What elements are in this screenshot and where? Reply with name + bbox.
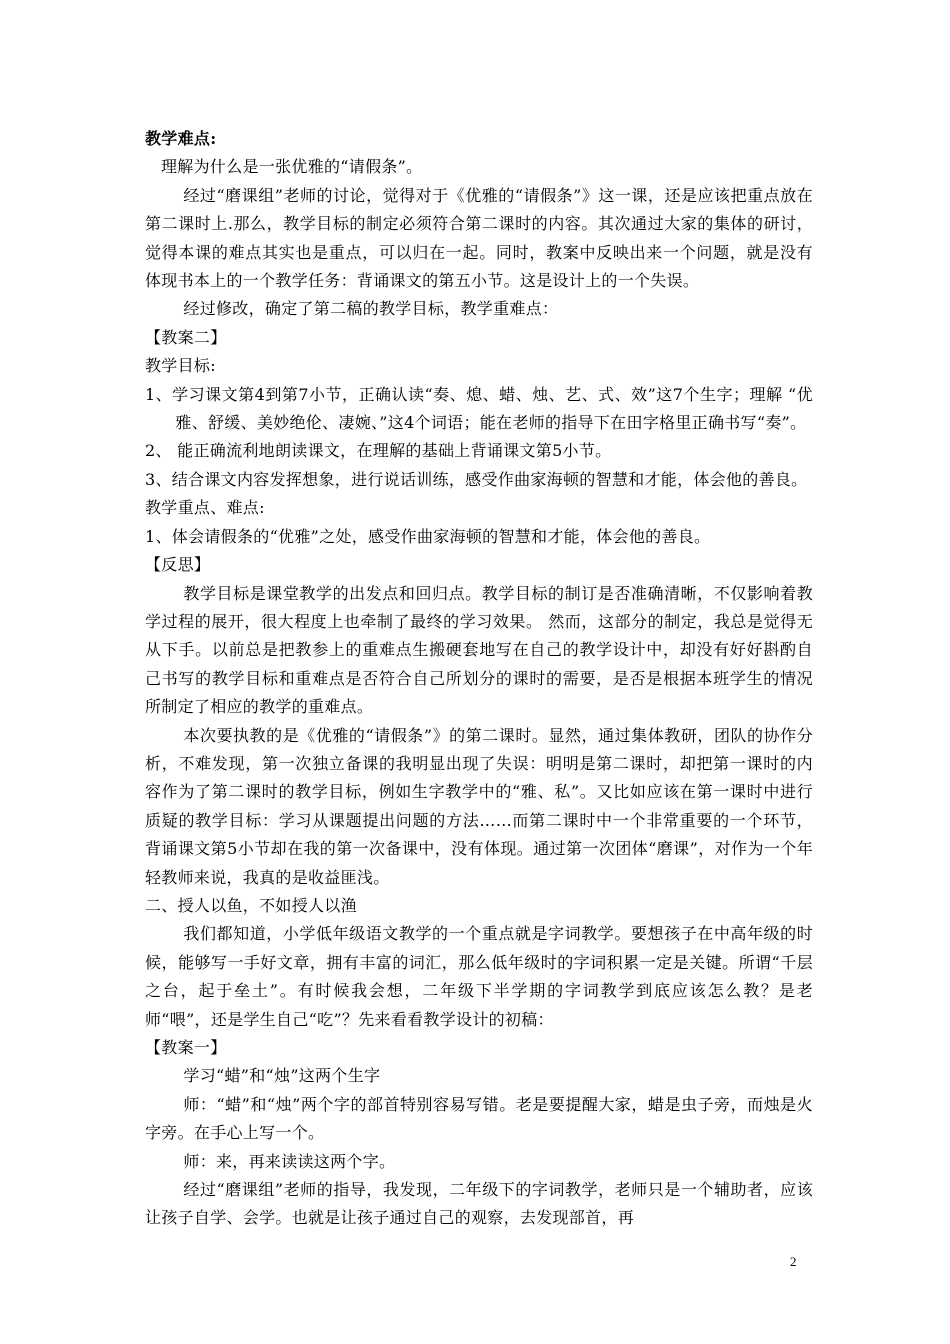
paragraph: 理解为什么是一张优雅的“请假条”。 xyxy=(161,157,423,177)
section-heading: 【教案二】 xyxy=(145,327,227,347)
paragraph: 经过“磨课组”老师的讨论，觉得对于《优雅的“请假条”》这一课，还是应该把重点放在第二课时上.那么，教学目标的制定必须符合第二课时的内容。其次通过大家的集体的研讨，觉得本课的难点其实也是重点，可以归在一起。同时，教案中反映出来一个问题，就是没有体现书本上的一个教学任务：背诵课文的第五小节。这是设计上的一个失误。 xyxy=(145,185,813,291)
section-heading: 【教案一】 xyxy=(145,1038,227,1057)
list-item: 1、学习课文第4到第7小节，正确认读“奏、熄、蜡、烛、艺、式、效”这7个生字；理解 “优雅、舒缓、美妙绝伦、凄婉、”这4个词语；能在老师的指导下在田字格里正确书写“奏”。 xyxy=(145,384,813,433)
list-item: 3、结合课文内容发挥想象，进行说话训练，感受作曲家海顿的智慧和才能，体会他的善良。 xyxy=(145,469,808,489)
paragraph: 我们都知道，小学低年级语文教学的一个重点就是字词教学。要想孩子在中高年级的时候，能够写一手好文章，拥有丰富的词汇，那么低年级时的字词积累一定是关键。所谓“千层之台，起于垒土”。有时候我会想，二年级下半学期的字词教学到底应该怎么教？是老师“喂”，还是学生自己“吃”？先来看看教学设计的初稿： xyxy=(145,924,813,1029)
document-body xyxy=(145,125,813,1233)
paragraph: 师：“蜡”和“烛”两个字的部首特别容易写错。老是要提醒大家，蜡是虫子旁，而烛是火字旁。在手心上写一个。 xyxy=(145,1094,813,1143)
paragraph: 师：来，再来读读这两个字。 xyxy=(183,1151,396,1171)
section-heading: 【反思】 xyxy=(145,555,211,575)
paragraph: 教学目标是课堂教学的出发点和回归点。教学目标的制订是否准确清晰，不仅影响着教学过程的展开，很大程度上也牵制了最终的学习效果。 然而，这部分的制定，我总是觉得无从下手。以前总是把教参上的重难点生搬硬套地写在自己的教学设计中，却没有好好斟酌自己书写的教学目标和重难点是否符合自己所划分的课时的需要，是否是根据本班学生的情况所制定了相应的教学的重难点。 xyxy=(145,583,813,717)
paragraph: 经过“磨课组”老师的指导，我发现，二年级下的字词教学，老师只是一个辅助者，应该让孩子自学、会学。也就是让孩子通过自己的观察，去发现部首，再 xyxy=(145,1180,813,1228)
page-number: 2 xyxy=(790,1254,797,1269)
list-item: 2、 能正确流利地朗读课文，在理解的基础上背诵课文第5小节。 xyxy=(145,441,612,461)
paragraph: 本次要执教的是《优雅的“请假条”》的第二课时。显然，通过集体教研，团队的协作分析，不难发现，第一次独立备课的我明显出现了失误：明明是第二课时，却把第一课时的内容作为了第二课时的教学目标，例如生字教学中的“雅、私”。又比如应该在第一课时中进行质疑的教学目标：学习从课题提出问题的方法……而第二课时中一个非常重要的一个环节，背诵课文第5小节却在我的第一次备课中，没有体现。通过第一次团体“磨课”，对作为一个年轻教师来说，我真的是收益匪浅。 xyxy=(145,725,813,887)
subheading: 教学目标: xyxy=(145,356,216,376)
paragraph: 教学难点: xyxy=(145,129,217,148)
list-item: 1、体会请假条的“优雅”之处，感受作曲家海顿的智慧和才能，体会他的善良。 xyxy=(145,526,711,546)
paragraph: 经过修改，确定了第二稿的教学目标，教学重难点： xyxy=(183,299,559,319)
subheading: 教学重点、难点: xyxy=(145,498,265,518)
paragraph: 学习“蜡”和“烛”这两个生字 xyxy=(183,1066,381,1086)
section-heading: 二、授人以鱼，不如授人以渔 xyxy=(145,895,357,915)
